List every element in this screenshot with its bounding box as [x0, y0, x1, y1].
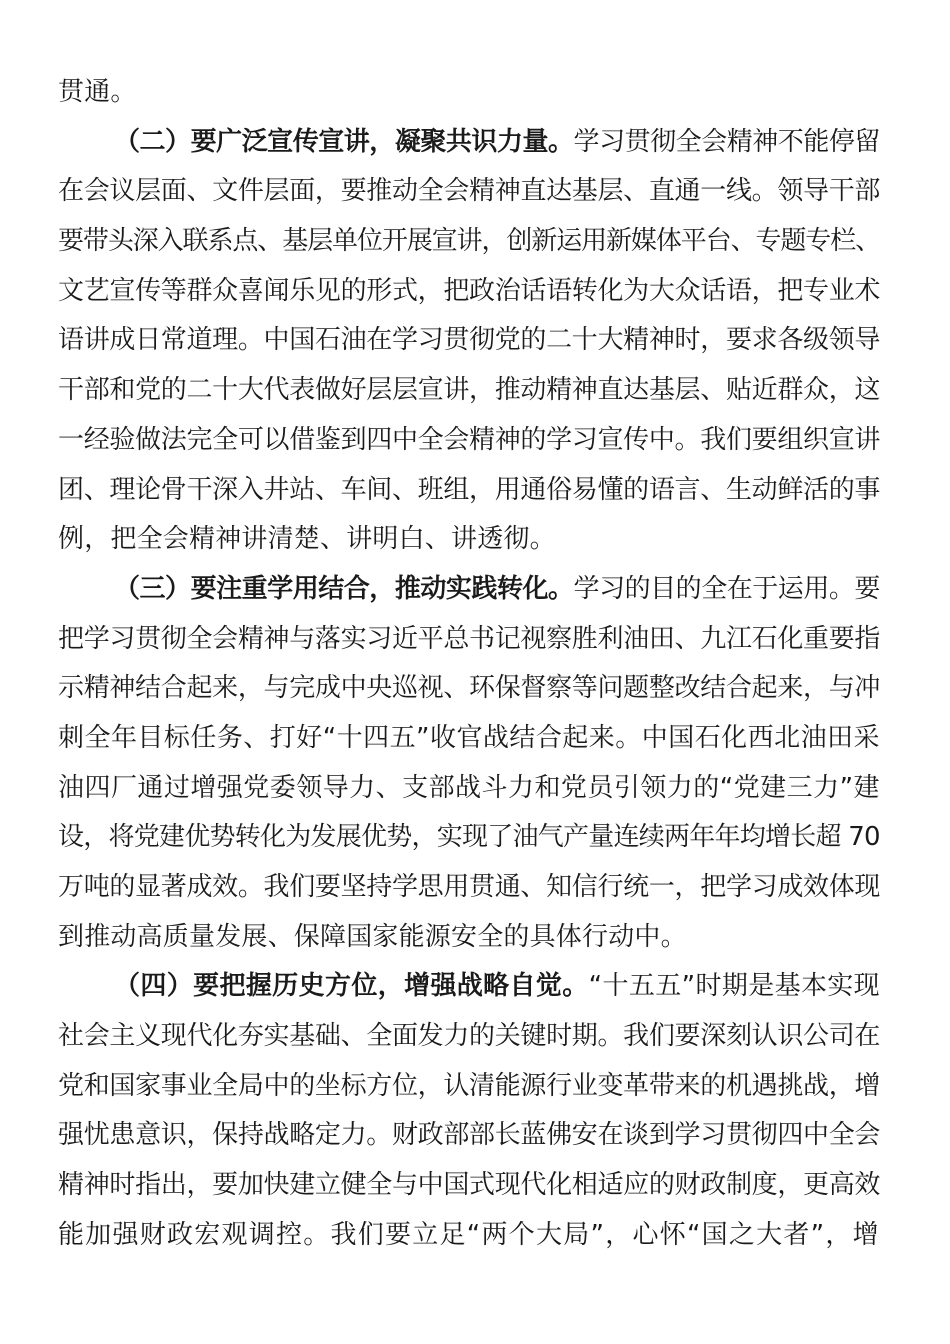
text-line [58, 714, 888, 764]
line-text: 学习贯彻全会精神不能停留 [573, 126, 880, 157]
line-text: 干部和党的二十大代表做好层层宣讲，推动精神直达基层、贴近群众，这 [58, 375, 881, 406]
line-text: 语讲成日常道理。中国石油在学习贯彻党的二十大精神时，要求各级领导 [58, 325, 881, 356]
line-text: 团、理论骨干深入井站、车间、班组，用通俗易懂的语言、生动鲜活的事 [58, 474, 881, 505]
document-page [58, 68, 888, 1261]
text-line [58, 68, 888, 118]
line-text: 把学习贯彻全会精神与落实习近平总书记视察胜利油田、九江石化重要指 [58, 623, 881, 654]
text-line [58, 764, 888, 814]
text-line [58, 863, 888, 913]
section-heading-line [58, 962, 888, 1012]
text-line [58, 316, 888, 366]
line-text: 要带头深入联系点、基层单位开展宣讲，创新运用新媒体平台、专题专栏、 [58, 226, 881, 257]
line-text: 贯通。 [58, 77, 137, 107]
line-text: 文艺宣传等群众喜闻乐见的形式，把政治话语转化为大众话语，把专业术 [58, 275, 881, 306]
text-line [58, 267, 888, 317]
section-heading: （四）要把握历史方位，增强战略自觉。 [114, 971, 589, 1002]
text-line [58, 615, 888, 665]
line-text: 能加强财政宏观调控。我们要立足“两个大局”，心怀“国之大者”，增 [58, 1219, 880, 1250]
line-text: 万吨的显著成效。我们要坚持学思用贯通、知信行统一，把学习成效体现 [58, 872, 881, 902]
line-text: 党和国家事业全局中的坐标方位，认清能源行业变革带来的机遇挑战，增 [58, 1070, 881, 1101]
text-line [58, 416, 888, 466]
section-heading-line [58, 118, 888, 168]
line-text: 示精神结合起来，与完成中央巡视、环保督察等问题整改结合起来，与冲 [58, 673, 881, 704]
line-text: 例，把全会精神讲清楚、讲明白、讲透彻。 [58, 524, 556, 555]
text-line [58, 167, 888, 217]
line-text: 油四厂通过增强党委领导力、支部战斗力和党员引领力的“党建三力”建 [58, 772, 880, 803]
section-heading: （二）要广泛宣传宣讲，凝聚共识力量。 [114, 126, 574, 157]
line-text: 刺全年目标任务、打好“十四五”收官战结合起来。中国石化西北油田采 [58, 722, 880, 753]
text-line [58, 366, 888, 416]
text-line [58, 1211, 888, 1261]
text-line [58, 664, 888, 714]
line-text: 一经验做法完全可以借鉴到四中全会精神的学习宣传中。我们要组织宣讲 [58, 424, 881, 455]
section-heading: （三）要注重学用结合，推动实践转化。 [114, 573, 574, 604]
text-line [58, 1161, 888, 1211]
line-text: 强忧患意识，保持战略定力。财政部部长蓝佛安在谈到学习贯彻四中全会 [58, 1120, 881, 1151]
text-line [58, 1111, 888, 1161]
line-text: 学习的目的全在于运用。要 [573, 573, 880, 604]
line-text: “十五五”时期是基本实现 [588, 971, 881, 1002]
text-line [58, 466, 888, 516]
text-line [58, 515, 888, 565]
line-text: 社会主义现代化夯实基础、全面发力的关键时期。我们要深刻认识公司在 [58, 1021, 881, 1052]
text-line [58, 813, 888, 863]
line-text: 到推动高质量发展、保障国家能源安全的具体行动中。 [58, 921, 687, 952]
text-line [58, 1012, 888, 1062]
text-line [58, 913, 888, 963]
line-text: 设，将党建优势转化为发展优势，实现了油气产量连续两年年均增长超 70 [58, 822, 880, 853]
section-heading-line [58, 565, 888, 615]
line-text: 精神时指出，要加快建立健全与中国式现代化相适应的财政制度，更高效 [58, 1170, 881, 1201]
text-line [58, 217, 888, 267]
text-line [58, 1062, 888, 1112]
line-text: 在会议层面、文件层面，要推动全会精神直达基层、直通一线。领导干部 [58, 176, 881, 207]
